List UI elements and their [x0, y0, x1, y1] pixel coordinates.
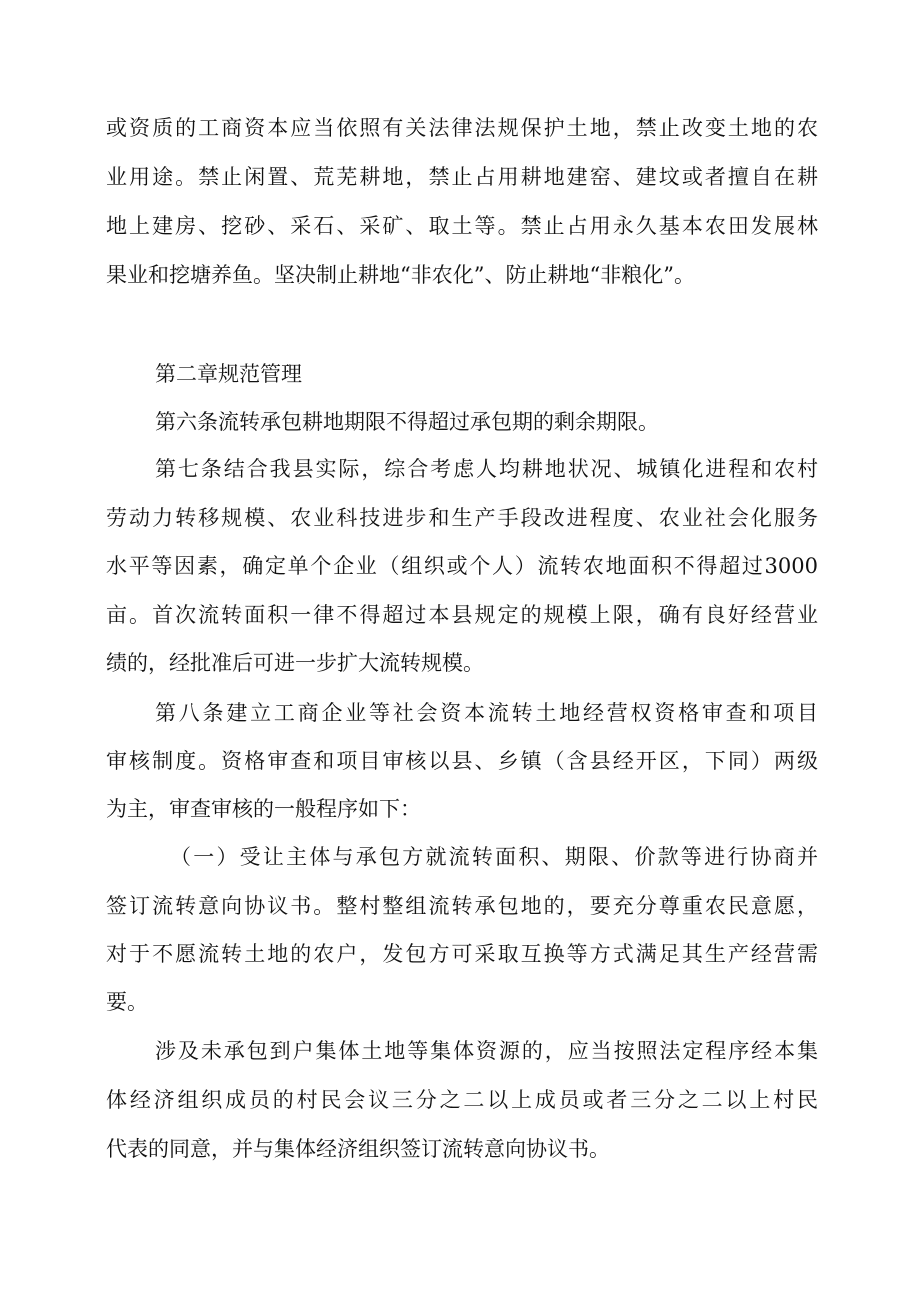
text-line: 劳动力转移规模、农业科技进步和生产手段改进程度、农业社会化服务	[106, 506, 818, 530]
text-line: 业用途。禁止闲置、荒芜耕地，禁止占用耕地建窑、建坟或者擅自在耕	[106, 165, 818, 189]
text-line: 地上建房、挖砂、采石、采矿、取土等。禁止占用永久基本农田发展林	[106, 214, 818, 238]
text-line: 审核制度。资格审查和项目审核以县、乡镇（含县经开区，下同）两级	[106, 749, 818, 773]
collective-paragraph: 涉及未承包到户集体土地等集体资源的，应当按照法定程序经本集	[155, 1039, 818, 1063]
article-8: 第八条建立工商企业等社会资本流转土地经营权资格审查和项目	[155, 701, 818, 725]
text-line: 代表的同意，并与集体经济组织签订流转意向协议书。	[106, 1137, 610, 1161]
text-line: 对于不愿流转土地的农户，发包方可采取互换等方式满足其生产经营需	[106, 942, 818, 966]
text-line: 或资质的工商资本应当依照有关法律法规保护土地，禁止改变土地的农	[106, 116, 818, 140]
clause-1: （一）受让主体与承包方就流转面积、期限、价款等进行协商并	[170, 845, 818, 869]
text-line: 要。	[106, 990, 148, 1014]
text-line: 体经济组织成员的村民会议三分之二以上成员或者三分之二以上村民	[106, 1088, 818, 1112]
article-7: 第七条结合我县实际，综合考虑人均耕地状况、城镇化进程和农村	[155, 457, 818, 481]
text-line: 为主，审查审核的一般程序如下：	[106, 797, 421, 821]
article-6: 第六条流转承包耕地期限不得超过承包期的剩余期限。	[155, 410, 659, 434]
text-line: 亩。首次流转面积一律不得超过本县规定的规模上限，确有良好经营业	[106, 603, 818, 627]
text-line: 绩的，经批准后可进一步扩大流转规模。	[106, 651, 484, 675]
text-line: 签订流转意向协议书。整村整组流转承包地的，要充分尊重农民意愿，	[106, 894, 818, 918]
text-line: 水平等因素，确定单个企业（组织或个人）流转农地面积不得超过3000	[106, 554, 818, 578]
chapter-heading: 第二章规范管理	[155, 362, 302, 386]
text-line: 果业和挖塘养鱼。坚决制止耕地“非农化”、防止耕地“非粮化”。	[106, 263, 695, 287]
